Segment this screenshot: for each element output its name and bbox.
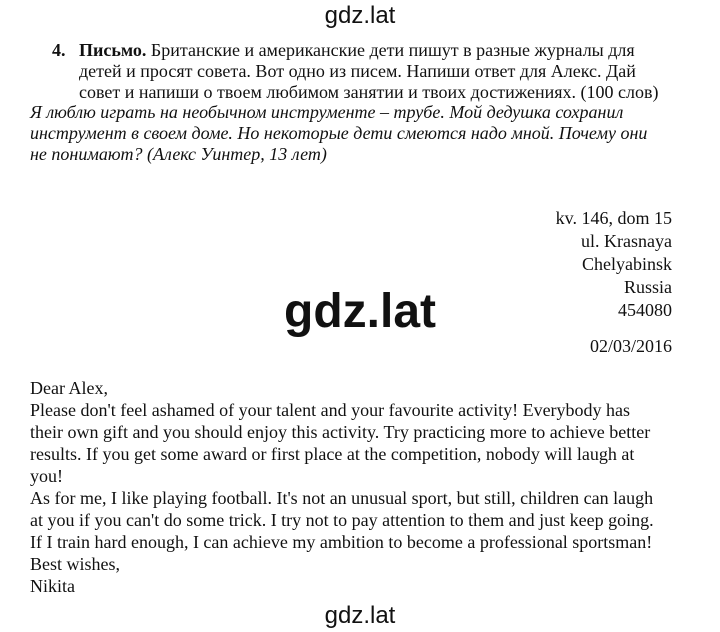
letter-line: If I train hard enough, I can achieve my ambition to become a professional sportsman!: [30, 532, 653, 552]
task-line: детей и просят совета. Вот одно из писем. Напиши ответ для Алекс. Дай: [79, 61, 636, 81]
task-block: [52, 40, 692, 103]
watermark-top: gdz.lat: [324, 2, 396, 29]
letter-signature: Nikita: [30, 576, 75, 596]
address-line: kv. 146, dom 15: [555, 208, 672, 228]
letter-line: Please don't feel ashamed of your talent and your favourite activity! Everybody has: [30, 400, 631, 420]
letter-greeting: Dear Alex,: [30, 378, 108, 398]
address-line: 454080: [618, 300, 672, 320]
address-line: ul. Krasnaya: [581, 231, 672, 251]
task-number: 4.: [52, 40, 66, 60]
task-title: Письмо.: [79, 40, 147, 60]
task-line: Британские и американские дети пишут в разные журналы для: [146, 40, 635, 60]
reply-letter: [30, 377, 690, 597]
letter-line: you!: [30, 466, 63, 486]
address-line: Russia: [623, 277, 672, 297]
kid-letter-quote: [30, 102, 690, 165]
quote-line: Я люблю играть на необычном инструменте – трубе. Мой дедушка сохранил: [30, 102, 624, 122]
watermark-middle: gdz.lat: [284, 285, 436, 338]
task-text: [79, 40, 692, 103]
task-line: совет и напиши о твоем любимом занятии и твоих достижениях. (100 слов): [79, 82, 659, 102]
letter-line: As for me, I like playing football. It's not an unusual sport, but still, children can laugh: [30, 488, 654, 508]
letter-line: results. If you get some award or first place at the competition, nobody will laugh at: [30, 444, 635, 464]
watermark-bottom: gdz.lat: [324, 602, 396, 629]
letter-line: their own gift and you should enjoy this activity. Try practicing more to achieve better: [30, 422, 651, 442]
quote-line: не понимают? (Алекс Уинтер, 13 лет): [30, 144, 327, 164]
quote-line: инструмент в своем доме. Но некоторые дети смеются надо мной. Почему они: [30, 123, 648, 143]
letter-date: 02/03/2016: [589, 336, 672, 356]
address-line: Chelyabinsk: [582, 254, 672, 274]
letter-closing: Best wishes,: [30, 554, 120, 574]
letter-line: at you if you can't do some trick. I try not to pay attention to them and just keep going.: [30, 510, 654, 530]
